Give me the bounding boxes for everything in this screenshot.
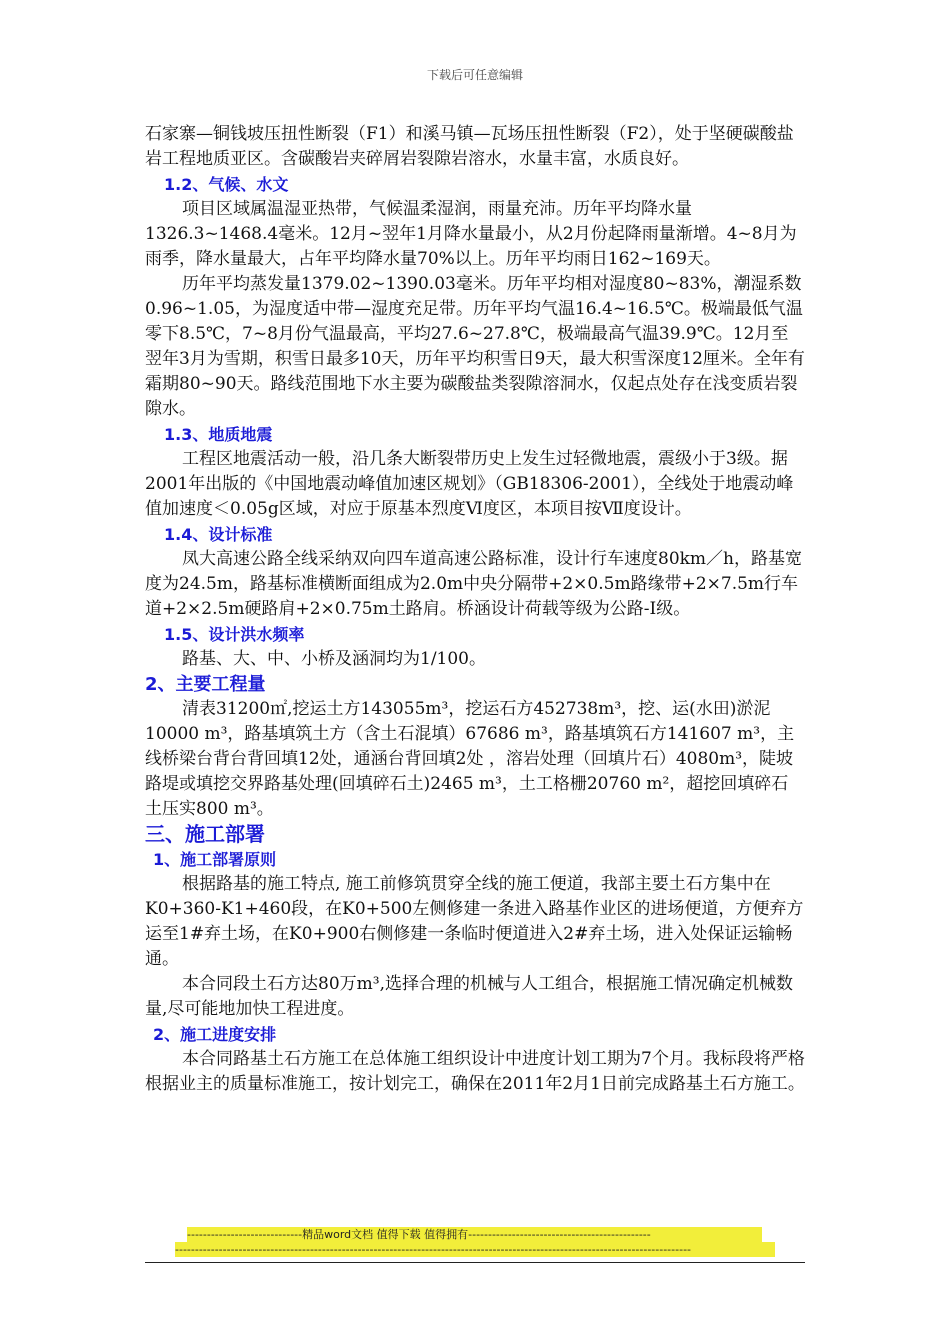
heading-2: 2、主要工程量	[145, 674, 266, 695]
heading-1-4: 1.4、设计标准	[164, 525, 273, 544]
paragraph-1-2-a: 项目区域属温湿亚热带，气候温柔湿润，雨量充沛。历年平均降水量1326.3~1468.4毫米。12月~翌年1月降水量最小，从2月份起降雨量渐增。4~8月为雨季，降水量最大，占年平均降水量70%以上。历年平均雨日162~169天。	[145, 199, 797, 269]
footer-line-2: ----------------------------------------------------------------------------------------------------------------------------------	[175, 1242, 775, 1257]
paragraph-3-1-a: 根据路基的施工特点, 施工前修筑贯穿全线的施工便道，我部主要土石方集中在K0+360-K1+460段，在K0+500左侧修建一条进入路基作业区的进场便道，方便弃方运至1#弃土场，在K0+900右侧修建一条临时便道进入2#弃土场，进入处保证运输畅通。	[145, 874, 804, 969]
footer-line-1: -----------------------------精品word文档 值得下载 值得拥有----------------------------------------------	[187, 1227, 762, 1242]
footer-rule	[145, 1262, 805, 1263]
paragraph-3-2: 本合同路基土石方施工在总体施工组织设计中进度计划工期为7个月。我标段将严格根据业主的质量标准施工，按计划完工，确保在2011年2月1日前完成路基土石方施工。	[145, 1049, 805, 1094]
document-body	[145, 122, 805, 1097]
paragraph-2: 清表31200㎡,挖运土方143055m³，挖运石方452738m³，挖、运(水田)淤泥10000 m³，路基填筑土方（含土石混填）67686 m³，路基填筑石方141607 m³，主线桥梁台背台背回填12处，通涵台背回填2处 ，溶岩处理（回填片石）4080m³，陡坡路堤或填挖交界路基处理(回填碎石土)2465 m³，土工格栅20760 m²，超挖回填碎石土压实800 m³。	[145, 699, 795, 819]
paragraph-3-1-b: 本合同段土石方达80万m³,选择合理的机械与人工组合，根据施工情况确定机械数量,尽可能地加快工程进度。	[145, 974, 793, 1019]
heading-3: 三、施工部署	[145, 822, 265, 846]
paragraph-1-2-b: 历年平均蒸发量1379.02~1390.03毫米。历年平均相对湿度80~83%，潮湿系数0.96~1.05，为湿度适中带—湿度充足带。历年平均气温16.4~16.5℃。极端最低气温零下8.5℃，7~8月份气温最高，平均27.6~27.8℃，极端最高气温39.9℃。12月至翌年3月为雪期，积雪日最多10天，历年平均积雪日9天，最大积雪深度12厘米。全年有霜期80~90天。路线范围地下水主要为碳酸盐类裂隙溶洞水，仅起点处存在浅变质岩裂隙水。	[145, 274, 805, 419]
paragraph-1-3: 工程区地震活动一般，沿几条大断裂带历史上发生过轻微地震，震级小于3级。据2001年出版的《中国地震动峰值加速区规划》（GB18306-2001），全线处于地震动峰值加速度＜0.05g区域，对应于原基本烈度Ⅵ度区，本项目按Ⅶ度设计。	[145, 449, 794, 519]
heading-3-1: 1、施工部署原则	[153, 850, 277, 869]
header-note: 下载后可任意编辑	[426, 68, 523, 82]
heading-3-2: 2、施工进度安排	[153, 1025, 277, 1044]
footer-banner	[145, 1227, 805, 1257]
paragraph-intro: 石家寨—铜钱坡压扭性断裂（F1）和溪马镇—瓦场压扭性断裂（F2），处于坚硬碳酸盐岩工程地质亚区。含碳酸岩夹碎屑岩裂隙岩溶水，水量丰富，水质良好。	[145, 124, 794, 169]
heading-1-3: 1.3、地质地震	[164, 425, 273, 444]
paragraph-1-5: 路基、大、中、小桥及涵洞均为1/100。	[182, 649, 486, 669]
paragraph-1-4: 凤大高速公路全线采纳双向四车道高速公路标准，设计行车速度80km／h，路基宽度为24.5m，路基标准横断面组成为2.0m中央分隔带+2×0.5m路缘带+2×7.5m行车道+2×2.5m硬路肩+2×0.75m土路肩。桥涵设计荷载等级为公路-Ⅰ级。	[145, 549, 803, 619]
heading-1-5: 1.5、设计洪水频率	[164, 625, 305, 644]
heading-1-2: 1.2、气候、水文	[164, 175, 289, 194]
